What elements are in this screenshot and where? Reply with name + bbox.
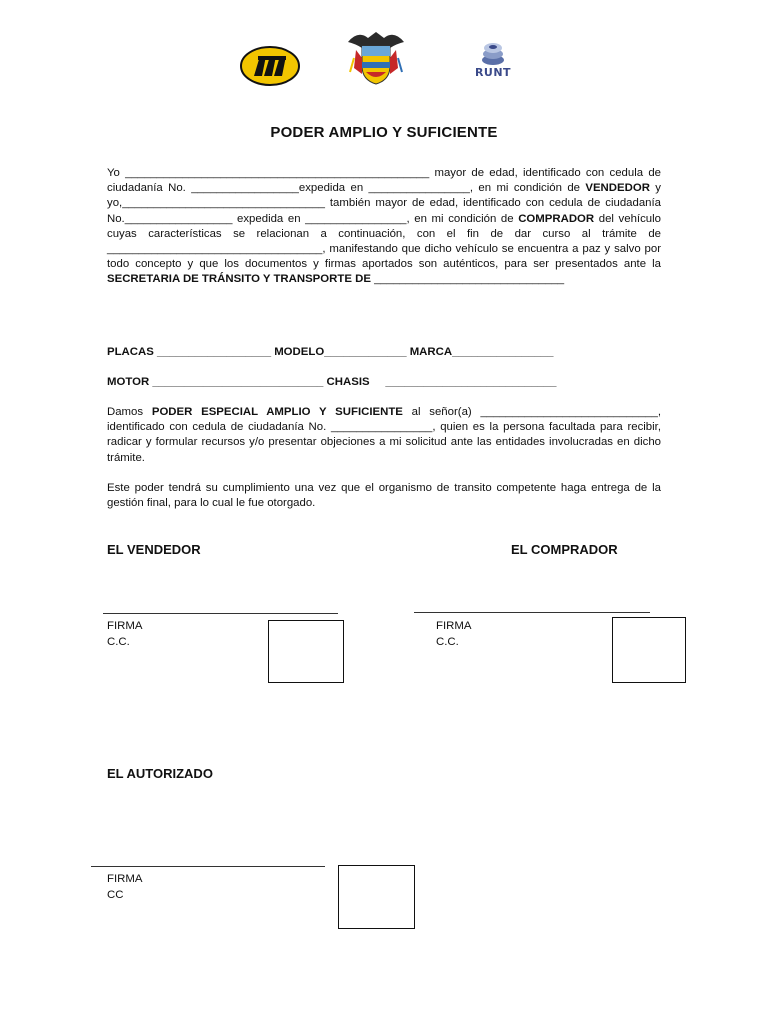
paragraph-special-power-segment: al señor(a) ____________________________, identificado con cedula de ciudadanía No. ________________, quien es la persona facultada para recibir, radicar y formular recursos y/o presentar objeciones a mi solicitud ante las entidades involucradas en dicho trámite. [107,406,661,464]
document-title: PODER AMPLIO Y SUFICIENTE [270,124,498,141]
autorizado-firma-label: FIRMA [107,873,143,885]
paragraph-authorization-segment: Yo ________________________________________________ mayor de edad, identificado con cedula de ciudadanía No. _________________expedida en ________________, en mi condición de [107,167,661,195]
comprador-signature-line [414,612,650,613]
autorizado-signature-line [91,866,325,867]
autorizado-cc-label: CC [107,889,124,901]
runt-logo-text: RUNT [474,66,512,79]
vendedor-firma-label: FIRMA [107,620,143,632]
autorizado-fingerprint-box [338,865,415,929]
paragraph-authorization-segment: del vehículo cuyas características se relacionan a continuación, con el fin de dar curso al trámite de __________________________________, manifestando que dicho vehículo se encuentra a paz y salvo por todo concepto y que los documentos y firmas aportados son auténticos, para ser presentados ante la [107,212,661,271]
paragraph-fulfillment: Este poder tendrá su cumplimiento una vez que el organismo de transito competente haga entrega de la gestión final, para lo cual le fue otorgado. [107,482,661,510]
vendedor-heading: EL VENDEDOR [107,542,201,557]
comprador-fingerprint-box [612,617,686,683]
paragraph-authorization-segment: y yo,________________________________ también mayor de edad, identificado con cedula de ciudadanía No._________________ expedida en ________________, en mi condición de [107,182,661,225]
vendedor-fingerprint-box [268,620,344,683]
paragraph-authorization-segment: SECRETARIA DE TRÁNSITO Y TRANSPORTE DE [107,273,371,286]
paragraph-authorization-segment: COMPRADOR [518,212,595,225]
fields-motor-chasis: MOTOR ___________________________ CHASIS ___________________________ [107,376,557,388]
comprador-heading: EL COMPRADOR [511,542,618,557]
fields-placas-modelo-marca: PLACAS __________________ MODELO_____________ MARCA________________ [107,346,554,358]
paragraph-authorization [107,166,661,288]
coat-of-arms-logo [344,28,408,86]
comprador-signature-labels [436,618,471,650]
paragraph-special-power-segment: PODER ESPECIAL AMPLIO Y SUFICIENTE [151,406,403,418]
vendedor-signature-line [103,613,338,614]
mt-logo [240,46,300,86]
comprador-firma-label: FIRMA [436,620,472,632]
paragraph-authorization-segment: VENDEDOR [585,182,650,195]
runt-logo [464,40,522,84]
vendedor-cc-label: C.C. [107,636,130,648]
vendedor-signature-labels [107,618,142,650]
comprador-cc-label: C.C. [436,636,459,648]
autorizado-signature-labels [107,871,142,903]
autorizado-heading: EL AUTORIZADO [107,766,213,781]
paragraph-special-power-segment: Damos [107,406,152,418]
paragraph-special-power [107,405,661,466]
paragraph-authorization-segment: ______________________________ [370,273,565,286]
